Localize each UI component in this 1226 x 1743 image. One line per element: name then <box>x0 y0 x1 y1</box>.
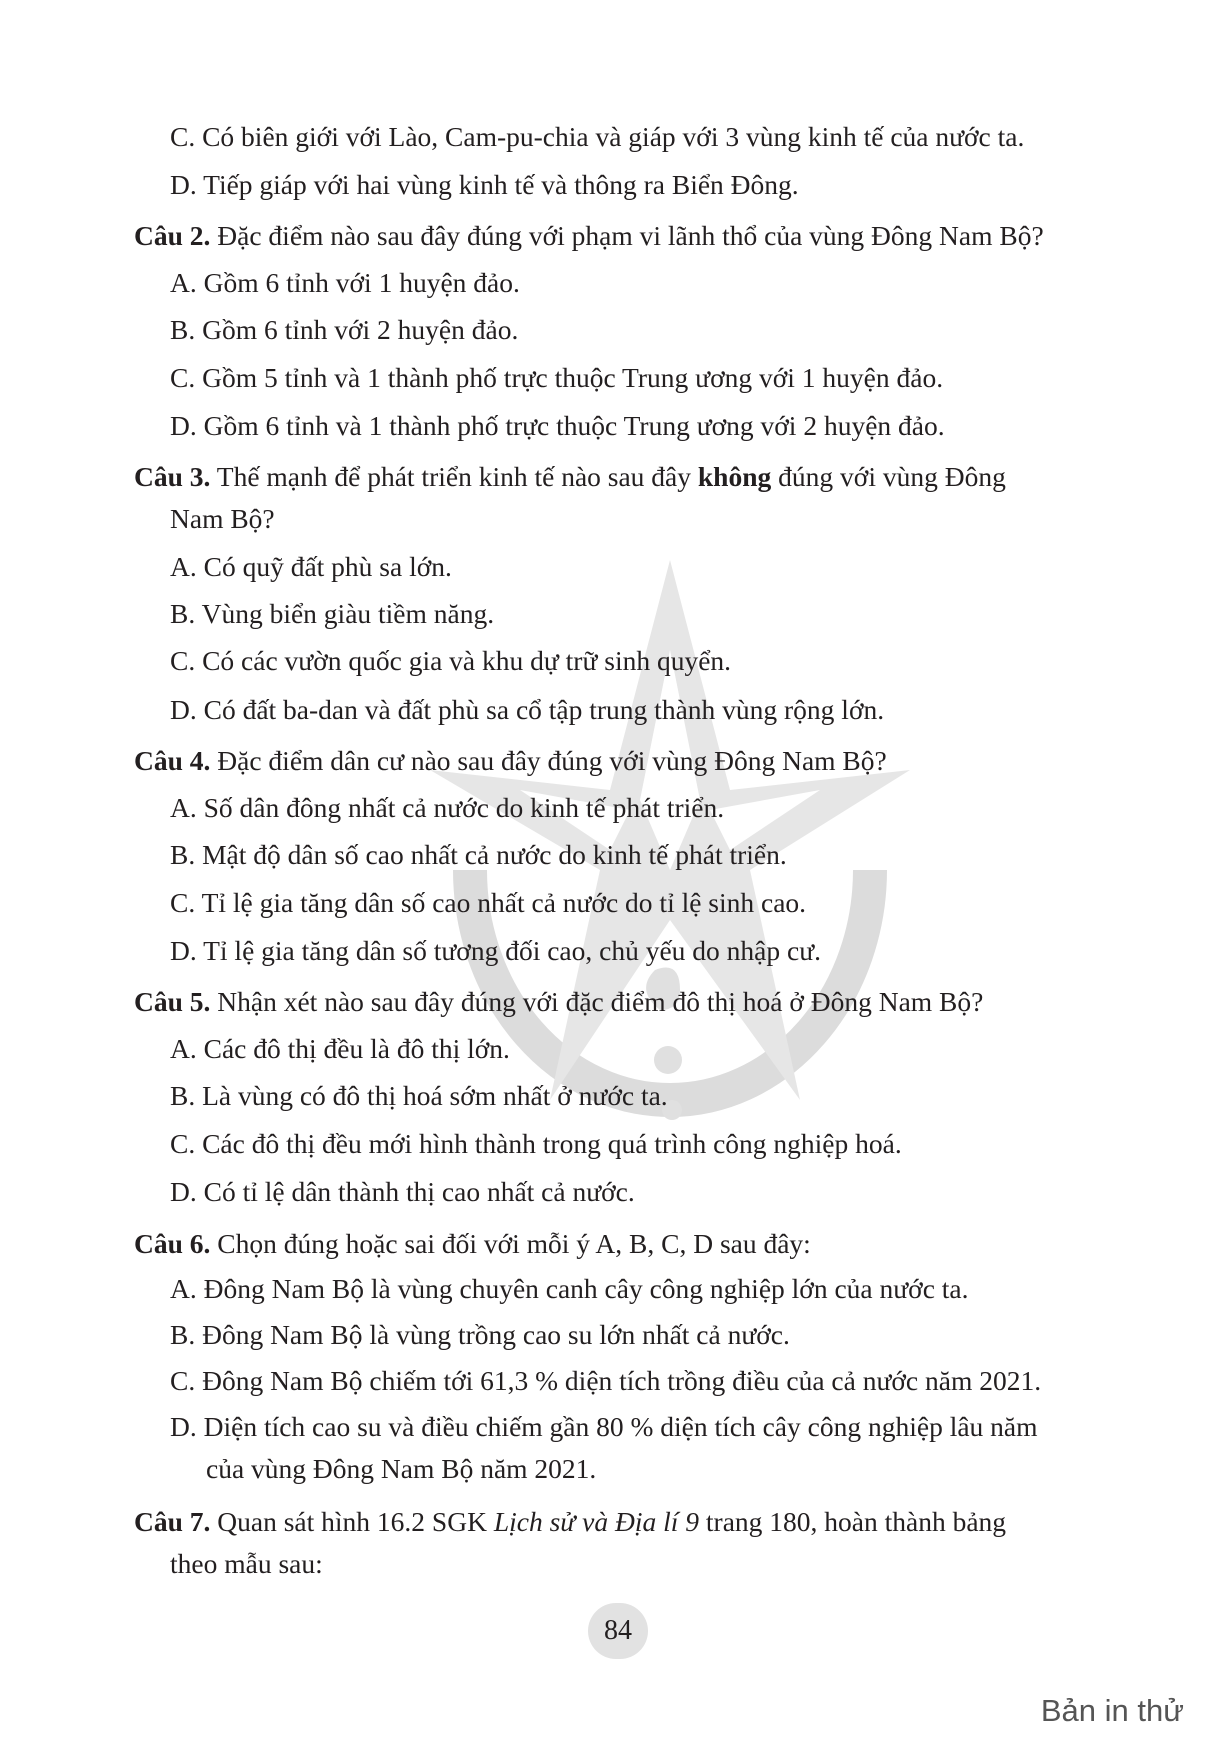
question-6-text: Chọn đúng hoặc sai đối với mỗi ý A, B, C, D sau đây: <box>210 1228 811 1259</box>
question-6-option-c: C. Đông Nam Bộ chiếm tới 61,3 % diện tích trồng điều của cả nước năm 2021. <box>170 1365 1042 1396</box>
question-2-label: Câu 2. <box>134 220 211 251</box>
question-7-stem-continued: theo mẫu sau: <box>170 1548 323 1579</box>
question-7-text-after: trang 180, hoàn thành bảng <box>699 1506 1007 1537</box>
question-2-option-c: C. Gồm 5 tỉnh và 1 thành phố trực thuộc Trung ương với 1 huyện đảo. <box>170 362 944 393</box>
question-4-text: Đặc điểm dân cư nào sau đây đúng với vùng Đông Nam Bộ? <box>210 745 887 776</box>
question-2-option-a: A. Gồm 6 tỉnh với 1 huyện đảo. <box>170 267 520 298</box>
question-1-option-d: D. Tiếp giáp với hai vùng kinh tế và thông ra Biển Đông. <box>170 169 799 200</box>
question-3-option-a: A. Có quỹ đất phù sa lớn. <box>170 551 452 582</box>
question-2-option-b: B. Gồm 6 tỉnh với 2 huyện đảo. <box>170 314 519 345</box>
publisher-watermark-logo <box>410 540 930 1220</box>
question-5-stem <box>134 985 983 1019</box>
question-3-text-after: đúng với vùng Đông <box>771 461 1006 492</box>
draft-label: Bản in thử <box>1040 1693 1184 1728</box>
question-5-option-c: C. Các đô thị đều mới hình thành trong quá trình công nghiệp hoá. <box>170 1128 902 1159</box>
question-3-text-before: Thế mạnh để phát triển kinh tế nào sau đây <box>210 461 698 492</box>
question-6-option-b: B. Đông Nam Bộ là vùng trồng cao su lớn nhất cả nước. <box>170 1319 790 1350</box>
question-5-label: Câu 5. <box>134 986 211 1017</box>
question-3-option-c: C. Có các vườn quốc gia và khu dự trữ sinh quyển. <box>170 645 732 676</box>
question-4-stem <box>134 744 887 778</box>
question-5-text: Nhận xét nào sau đây đúng với đặc điểm đô thị hoá ở Đông Nam Bộ? <box>210 986 984 1017</box>
question-2-text: Đặc điểm nào sau đây đúng với phạm vi lãnh thổ của vùng Đông Nam Bộ? <box>210 220 1044 251</box>
page-number-badge <box>588 1603 648 1659</box>
question-4-label: Câu 4. <box>134 745 211 776</box>
question-3-stem-continued: Nam Bộ? <box>170 503 275 534</box>
question-4-option-a: A. Số dân đông nhất cả nước do kinh tế phát triển. <box>170 792 725 823</box>
question-7-stem <box>134 1505 1006 1539</box>
question-3-label: Câu 3. <box>134 461 211 492</box>
question-2-stem <box>134 219 1044 253</box>
question-6-option-d-continued: của vùng Đông Nam Bộ năm 2021. <box>206 1453 597 1484</box>
question-1-option-c: C. Có biên giới với Lào, Cam-pu-chia và giáp với 3 vùng kinh tế của nước ta. <box>170 121 1025 152</box>
question-5-option-b: B. Là vùng có đô thị hoá sớm nhất ở nước ta. <box>170 1080 668 1111</box>
question-3-option-d: D. Có đất ba-dan và đất phù sa cổ tập trung thành vùng rộng lớn. <box>170 694 885 725</box>
question-6-option-d: D. Diện tích cao su và điều chiếm gần 80 % diện tích cây công nghiệp lâu năm <box>170 1411 1038 1442</box>
question-7-text-before: Quan sát hình 16.2 SGK <box>210 1506 494 1537</box>
question-5-option-a: A. Các đô thị đều là đô thị lớn. <box>170 1033 510 1064</box>
question-7-book-title: Lịch sử và Địa lí 9 <box>493 1506 700 1537</box>
question-5-option-d: D. Có tỉ lệ dân thành thị cao nhất cả nước. <box>170 1176 635 1207</box>
page-number: 84 <box>604 1615 632 1646</box>
question-6-label: Câu 6. <box>134 1228 211 1259</box>
question-7-label: Câu 7. <box>134 1506 211 1537</box>
question-4-option-b: B. Mật độ dân số cao nhất cả nước do kinh tế phát triển. <box>170 839 787 870</box>
question-3-emphasis: không <box>697 461 772 492</box>
question-6-stem <box>134 1227 811 1261</box>
question-6-option-a: A. Đông Nam Bộ là vùng chuyên canh cây công nghiệp lớn của nước ta. <box>170 1273 969 1304</box>
question-4-option-d: D. Tỉ lệ gia tăng dân số tương đối cao, chủ yếu do nhập cư. <box>170 935 821 966</box>
question-4-option-c: C. Tỉ lệ gia tăng dân số cao nhất cả nước do tỉ lệ sinh cao. <box>170 887 807 918</box>
question-2-option-d: D. Gồm 6 tỉnh và 1 thành phố trực thuộc Trung ương với 2 huyện đảo. <box>170 410 945 441</box>
question-3-stem <box>134 460 1006 494</box>
question-3-option-b: B. Vùng biển giàu tiềm năng. <box>170 598 495 629</box>
